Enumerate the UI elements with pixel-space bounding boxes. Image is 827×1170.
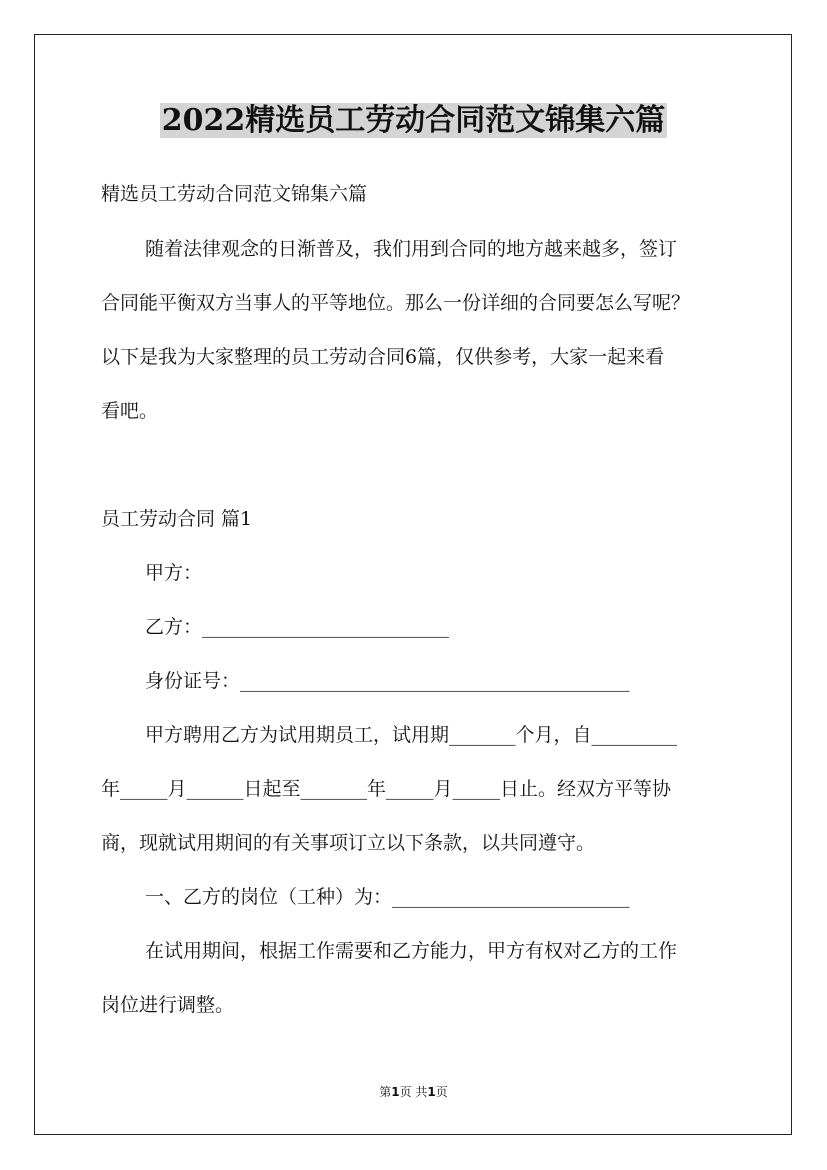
intro-line-1: 随着法律观念的日渐普及，我们用到合同的地方越来越多，签订 [145,238,678,260]
document-title [0,100,827,142]
probation-line-3: 商，现就试用期间的有关事项订立以下条款，以共同遵守。 [101,832,596,854]
adjustment-line-2: 岗位进行调整。 [101,994,235,1016]
intro-line-3: 以下是我为大家整理的员工劳动合同6篇，仅供参考，大家一起来看 [101,346,665,368]
document-subtitle: 精选员工劳动合同范文锦集六篇 [101,183,368,205]
adjustment-line-1: 在试用期间，根据工作需要和乙方能力，甲方有权对乙方的工作 [145,940,678,962]
party-a-line: 甲方： [145,562,203,584]
intro-line-2: 合同能平衡双方当事人的平等地位。那么一份详细的合同要怎么写呢？ [101,292,691,314]
probation-line-2: 年_____月______日起至_______年_____月_____日止。经双方平等协 [101,778,672,800]
page-suffix: 页 [435,1085,448,1099]
id-number-line: 身份证号：_________________________________________ [145,670,630,692]
party-b-line: 乙方：__________________________ [145,616,450,638]
probation-line-1: 甲方聘用乙方为试用期员工，试用期_______个月，自_________ [145,724,678,746]
document-title-text: 2022精选员工劳动合同范文锦集六篇 [161,103,666,138]
page-mid-text: 页 共 [399,1085,428,1099]
page-footer [0,1084,827,1100]
clause-one-line: 一、乙方的岗位（工种）为：_________________________ [145,886,630,908]
intro-line-4: 看吧。 [101,400,159,422]
page-current-number: 1 [391,1085,400,1099]
page-total-number: 1 [427,1085,436,1099]
page-prefix: 第 [379,1085,392,1099]
section-heading: 员工劳动合同 篇1 [101,508,253,530]
